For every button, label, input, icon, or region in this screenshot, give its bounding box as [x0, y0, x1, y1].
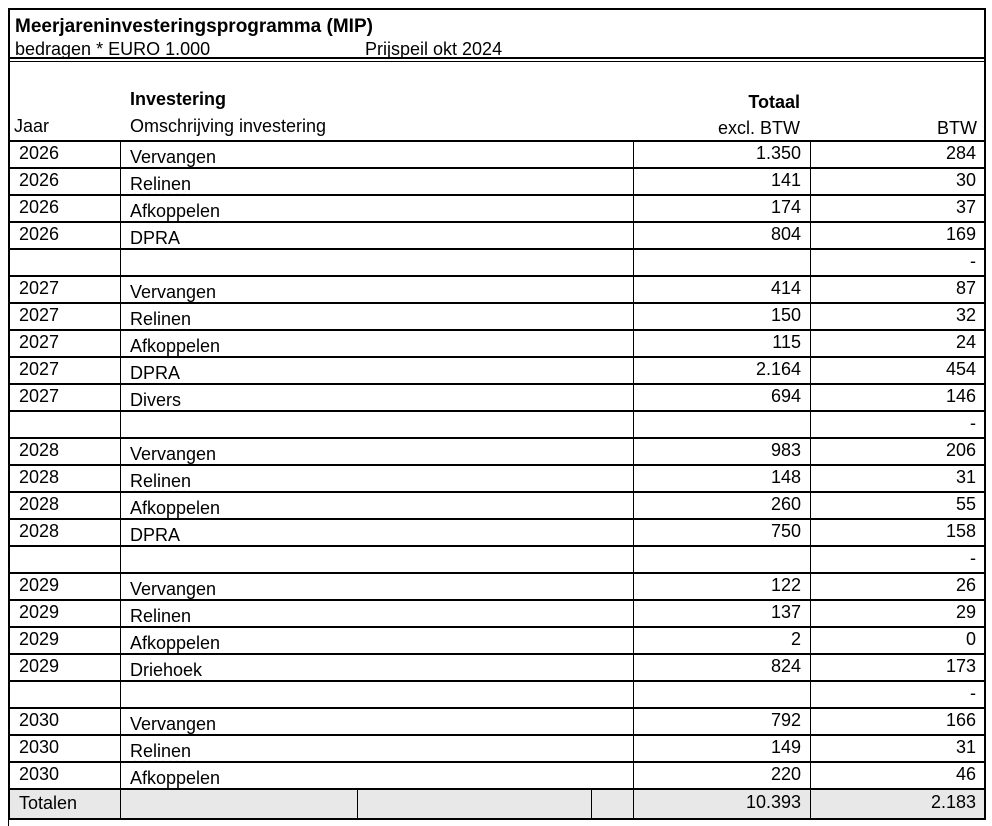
- cell-btw: 173: [810, 655, 984, 680]
- cell-excl-btw: 122: [633, 574, 810, 599]
- cell-omschrijving: [120, 709, 633, 734]
- cell-jaar: 2029: [19, 575, 60, 595]
- cell-excl-btw: 149: [633, 736, 810, 761]
- price-level-note: Prijspeil okt 2024: [365, 39, 503, 59]
- cell-jaar: 2027: [19, 359, 60, 379]
- cell-excl-btw: 115: [633, 331, 810, 356]
- omschrijving-text: Afkoppelen: [130, 633, 221, 653]
- cell-jaar: [10, 547, 120, 572]
- cell-excl-btw: 804: [633, 223, 810, 248]
- cell-omschrijving: [120, 628, 633, 653]
- mip-table-page: [8, 8, 986, 820]
- cell-jaar: 2028: [19, 494, 60, 514]
- omschrijving-text: Afkoppelen: [130, 201, 221, 221]
- omschrijving-text: Vervangen: [130, 282, 217, 302]
- cell-excl-btw: [633, 250, 810, 275]
- cell-omschrijving: [120, 682, 633, 707]
- cell-jaar: 2026: [19, 143, 60, 163]
- table-row: [10, 466, 984, 493]
- omschrijving-text: Vervangen: [130, 714, 217, 734]
- cell-jaar: 2030: [19, 737, 60, 757]
- col-header-jaar: Jaar: [14, 116, 50, 136]
- cell-omschrijving: [120, 169, 633, 194]
- cell-jaar: [10, 412, 120, 437]
- totals-empty-cell-3: [591, 790, 633, 818]
- cell-omschrijving: [120, 439, 633, 464]
- cell-btw: 46: [810, 763, 984, 788]
- table-row: [10, 304, 984, 331]
- cell-jaar: 2030: [19, 710, 60, 730]
- cell-btw: 26: [810, 574, 984, 599]
- totals-label: Totalen: [19, 793, 78, 813]
- cell-omschrijving: [120, 250, 633, 275]
- cell-jaar: 2029: [19, 629, 60, 649]
- omschrijving-text: Relinen: [130, 309, 192, 329]
- table-row: [10, 331, 984, 358]
- cell-excl-btw: 792: [633, 709, 810, 734]
- cell-jaar: 2028: [19, 521, 60, 541]
- totals-empty-cell-2: [357, 790, 591, 818]
- cell-jaar: [10, 250, 120, 275]
- cell-excl-btw: 414: [633, 277, 810, 302]
- cell-omschrijving: [120, 547, 633, 572]
- cell-jaar: 2028: [19, 467, 60, 487]
- omschrijving-text: Vervangen: [130, 579, 217, 599]
- cell-btw: 32: [810, 304, 984, 329]
- omschrijving-text: Vervangen: [130, 147, 217, 167]
- cell-btw: 206: [810, 439, 984, 464]
- cell-btw: 158: [810, 520, 984, 545]
- cell-jaar: 2029: [19, 602, 60, 622]
- page-border-remnant: [8, 820, 9, 826]
- cell-jaar: 2027: [19, 305, 60, 325]
- cell-excl-btw: 824: [633, 655, 810, 680]
- table-row: [10, 250, 984, 277]
- table-row: [10, 736, 984, 763]
- cell-jaar: 2027: [19, 278, 60, 298]
- cell-btw: 31: [810, 466, 984, 491]
- cell-omschrijving: [120, 763, 633, 788]
- cell-btw: -: [810, 250, 984, 275]
- table-row: [10, 412, 984, 439]
- cell-omschrijving: [120, 736, 633, 761]
- cell-excl-btw: 148: [633, 466, 810, 491]
- col-header-investering: Investering: [130, 89, 227, 109]
- table-row: [10, 547, 984, 574]
- omschrijving-text: Afkoppelen: [130, 336, 221, 356]
- cell-excl-btw: 174: [633, 196, 810, 221]
- cell-omschrijving: [120, 358, 633, 383]
- cell-excl-btw: 694: [633, 385, 810, 410]
- omschrijving-text: Afkoppelen: [130, 498, 221, 518]
- cell-btw: 87: [810, 277, 984, 302]
- cell-excl-btw: 750: [633, 520, 810, 545]
- col-header-btw: BTW: [937, 118, 977, 138]
- cell-btw: -: [810, 412, 984, 437]
- totals-empty-cell-1: [120, 790, 357, 818]
- table-row: [10, 223, 984, 250]
- col-header-excl-btw: excl. BTW: [717, 118, 800, 138]
- omschrijving-text: Relinen: [130, 741, 192, 761]
- cell-omschrijving: [120, 142, 633, 167]
- cell-excl-btw: 1.350: [633, 142, 810, 167]
- cell-jaar: 2026: [19, 197, 60, 217]
- cell-omschrijving: [120, 520, 633, 545]
- omschrijving-text: Relinen: [130, 471, 192, 491]
- cell-jaar: 2026: [19, 170, 60, 190]
- cell-btw: 454: [810, 358, 984, 383]
- cell-omschrijving: [120, 493, 633, 518]
- cell-jaar: 2028: [19, 440, 60, 460]
- investment-table-body: [10, 142, 984, 790]
- totals-row: [10, 790, 984, 818]
- omschrijving-text: DPRA: [130, 525, 181, 545]
- cell-btw: 146: [810, 385, 984, 410]
- cell-jaar: 2029: [19, 656, 60, 676]
- table-row: [10, 169, 984, 196]
- cell-omschrijving: [120, 277, 633, 302]
- cell-omschrijving: [120, 223, 633, 248]
- omschrijving-text: Relinen: [130, 606, 192, 626]
- omschrijving-text: Vervangen: [130, 444, 217, 464]
- cell-jaar: 2030: [19, 764, 60, 784]
- cell-omschrijving: [120, 574, 633, 599]
- table-row: [10, 574, 984, 601]
- column-headers: [10, 62, 984, 142]
- cell-jaar: 2026: [19, 224, 60, 244]
- table-row: [10, 655, 984, 682]
- table-row: [10, 763, 984, 790]
- cell-omschrijving: [120, 655, 633, 680]
- totals-btw-value: 2.183: [810, 790, 984, 818]
- table-row: [10, 358, 984, 385]
- cell-omschrijving: [120, 412, 633, 437]
- cell-btw: 284: [810, 142, 984, 167]
- cell-excl-btw: 137: [633, 601, 810, 626]
- table-row: [10, 682, 984, 709]
- cell-omschrijving: [120, 196, 633, 221]
- cell-btw: 166: [810, 709, 984, 734]
- cell-excl-btw: 141: [633, 169, 810, 194]
- omschrijving-text: Afkoppelen: [130, 768, 221, 788]
- cell-btw: 31: [810, 736, 984, 761]
- omschrijving-text: DPRA: [130, 363, 181, 383]
- cell-omschrijving: [120, 601, 633, 626]
- cell-excl-btw: [633, 547, 810, 572]
- table-row: [10, 196, 984, 223]
- omschrijving-text: DPRA: [130, 228, 181, 248]
- table-row: [10, 709, 984, 736]
- cell-omschrijving: [120, 385, 633, 410]
- cell-omschrijving: [120, 331, 633, 356]
- amounts-unit-note: bedragen * EURO 1.000: [15, 39, 211, 59]
- omschrijving-text: Relinen: [130, 174, 192, 194]
- cell-omschrijving: [120, 466, 633, 491]
- cell-btw: 37: [810, 196, 984, 221]
- cell-excl-btw: [633, 682, 810, 707]
- cell-jaar: 2027: [19, 332, 60, 352]
- col-header-omschrijving: Omschrijving investering: [130, 116, 327, 136]
- cell-btw: 55: [810, 493, 984, 518]
- table-row: [10, 601, 984, 628]
- cell-excl-btw: [633, 412, 810, 437]
- cell-excl-btw: 260: [633, 493, 810, 518]
- title-block: [10, 10, 984, 59]
- cell-jaar: 2027: [19, 386, 60, 406]
- table-row: [10, 520, 984, 547]
- omschrijving-text: Driehoek: [130, 660, 203, 680]
- cell-btw: -: [810, 682, 984, 707]
- cell-btw: 0: [810, 628, 984, 653]
- page-title: Meerjareninvesteringsprogramma (MIP): [15, 16, 373, 37]
- table-row: [10, 277, 984, 304]
- table-row: [10, 385, 984, 412]
- cell-btw: 169: [810, 223, 984, 248]
- cell-omschrijving: [120, 304, 633, 329]
- cell-btw: 29: [810, 601, 984, 626]
- col-header-totaal: Totaal: [748, 92, 800, 112]
- table-row: [10, 439, 984, 466]
- table-row: [10, 493, 984, 520]
- cell-excl-btw: 2.164: [633, 358, 810, 383]
- cell-jaar: [10, 682, 120, 707]
- omschrijving-text: Divers: [130, 390, 182, 410]
- cell-excl-btw: 2: [633, 628, 810, 653]
- totals-excl-btw-value: 10.393: [633, 790, 810, 818]
- cell-excl-btw: 983: [633, 439, 810, 464]
- cell-excl-btw: 220: [633, 763, 810, 788]
- cell-btw: 24: [810, 331, 984, 356]
- table-row: [10, 142, 984, 169]
- cell-btw: -: [810, 547, 984, 572]
- table-row: [10, 628, 984, 655]
- cell-btw: 30: [810, 169, 984, 194]
- cell-excl-btw: 150: [633, 304, 810, 329]
